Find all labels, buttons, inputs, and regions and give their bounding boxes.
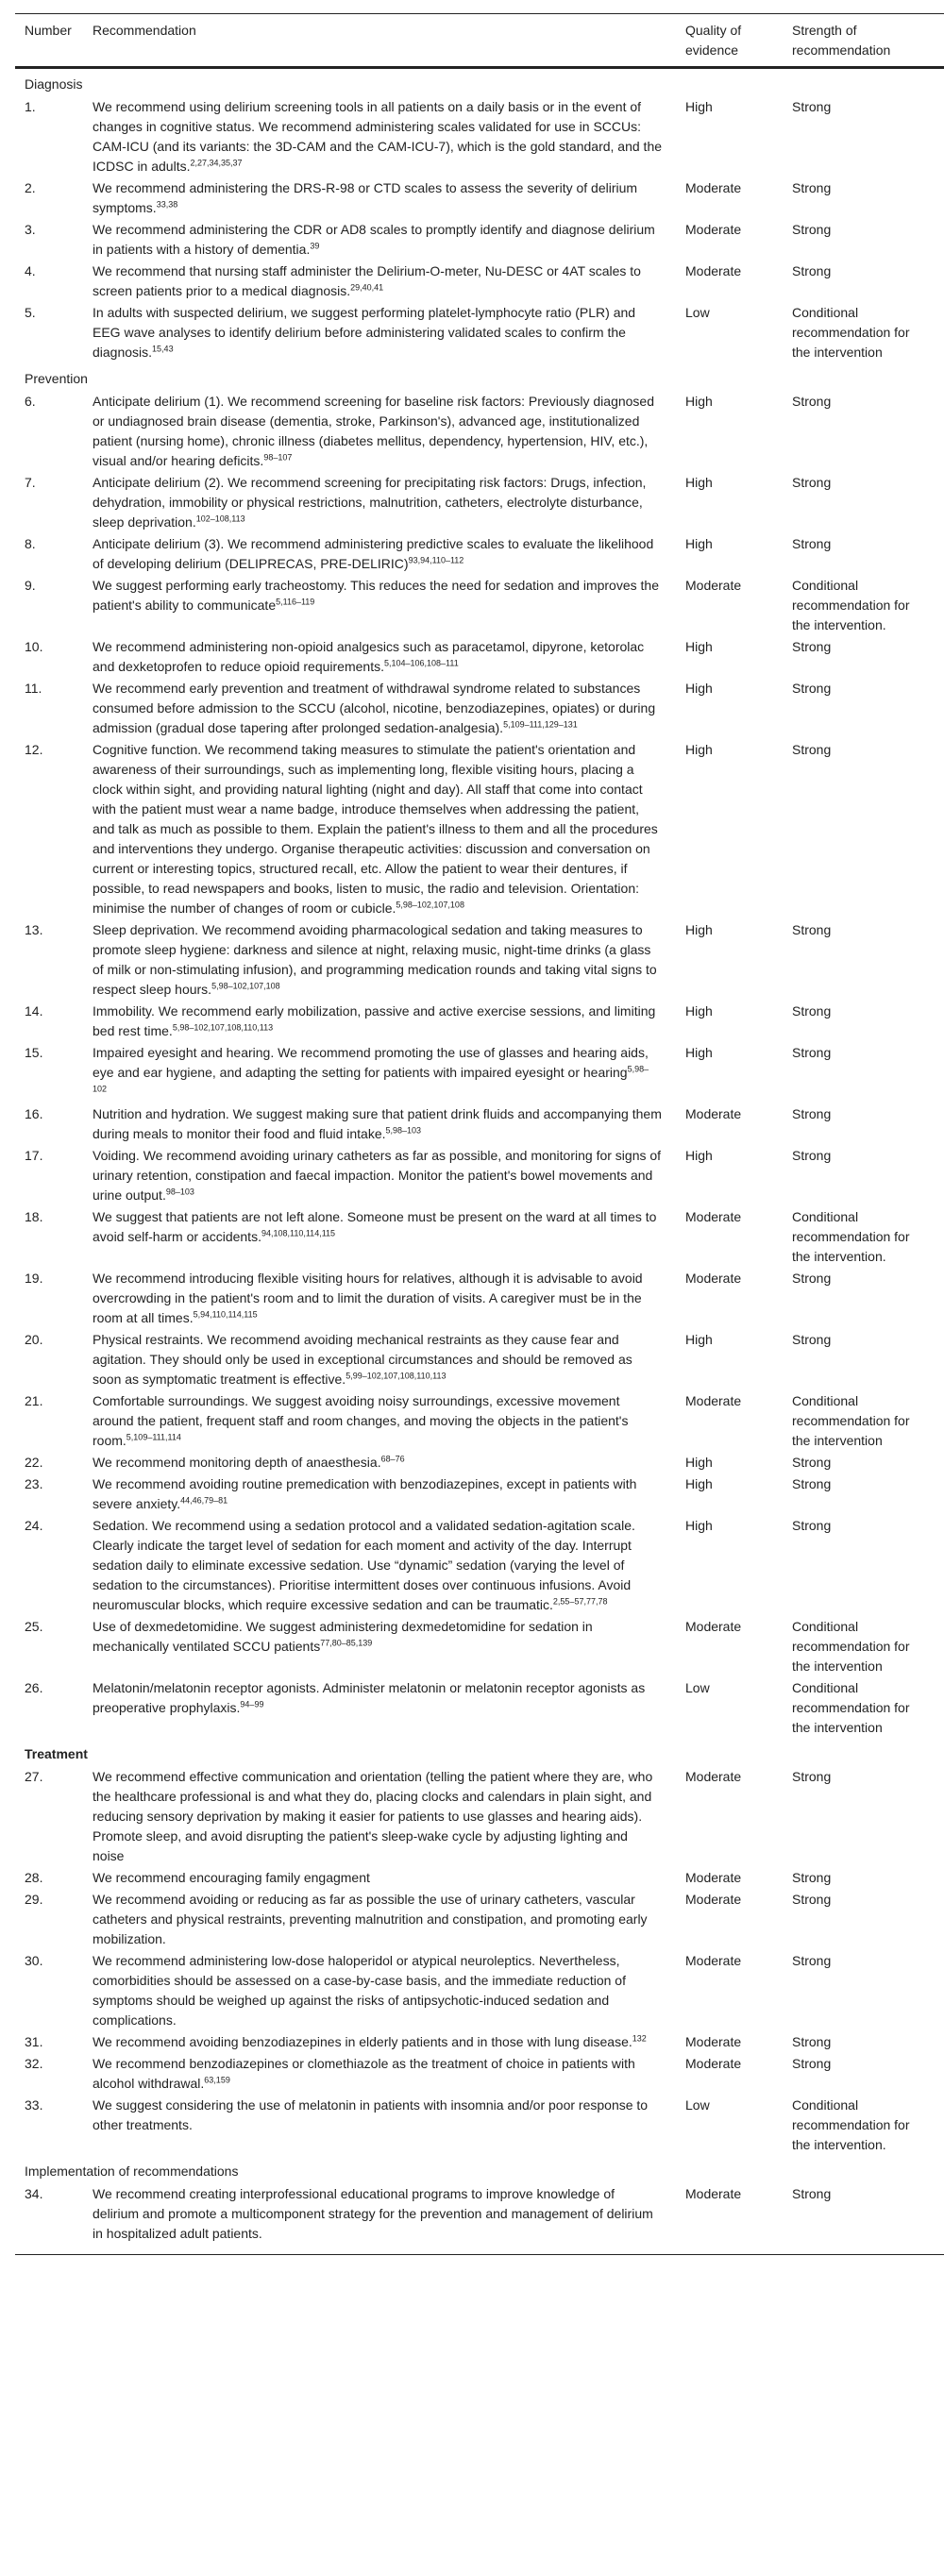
- reference-citations: 98–103: [165, 1187, 194, 1197]
- quality-of-evidence: High: [685, 394, 713, 409]
- recommendation-number: 29.: [25, 1892, 43, 1907]
- strength-of-recommendation: Strong: [792, 1476, 832, 1491]
- recommendation-text: We recommend using delirium screening tools in all patients on a daily basis or in the event of changes in cognitive status. We recommend administering scales validated for use in SCCUs: CAM-ICU (and its variants: the 3D-CAM and the CAM-ICU-7), which is the gold standard, and the ICDSC in adults.: [93, 99, 663, 174]
- header-strength: Strength of recommendation: [792, 23, 891, 58]
- recommendation-cell: [93, 1146, 685, 1205]
- strength-of-recommendation: Conditional recommendation for the intervention.: [792, 1209, 910, 1264]
- recommendation-number: 15.: [25, 1045, 43, 1060]
- recommendation-text: We recommend administering non-opioid analgesics such as paracetamol, dipyrone, ketorolac and dexketoprofen to reduce opioid requirements.: [93, 639, 645, 674]
- strength-of-recommendation: Conditional recommendation for the intervention.: [792, 2097, 910, 2152]
- recommendation-text: Comfortable surroundings. We suggest avoiding noisy surroundings, excessive movement around the patient, frequent staff and room changes, and moving the objects in the patient's room.: [93, 1393, 629, 1448]
- table-row: [15, 678, 944, 739]
- recommendation-text: We recommend avoiding benzodiazepines in elderly patients and in those with lung disease.: [93, 2034, 632, 2049]
- recommendation-cell: [93, 1951, 685, 2030]
- strength-of-recommendation: Strong: [792, 1106, 832, 1121]
- quality-of-evidence: High: [685, 475, 713, 490]
- recommendation-text: Anticipate delirium (3). We recommend administering predictive scales to evaluate the likelihood of developing delirium (DELIPRECAS, PRE-DELIRIC): [93, 536, 654, 571]
- table-header: [15, 14, 944, 69]
- recommendation-number: 26.: [25, 1680, 43, 1695]
- quality-of-evidence: High: [685, 639, 713, 654]
- table-row: [15, 533, 944, 575]
- recommendation-text: We suggest considering the use of melatonin in patients with insomnia and/or poor response to other treatments.: [93, 2097, 649, 2132]
- table-row: [15, 1206, 944, 1268]
- quality-of-evidence: Moderate: [685, 180, 742, 195]
- reference-citations: 5,109–111,114: [126, 1432, 181, 1442]
- quality-of-evidence: Moderate: [685, 1209, 742, 1224]
- recommendation-number: 1.: [25, 99, 36, 114]
- recommendation-cell: [93, 261, 685, 301]
- recommendation-number: 23.: [25, 1476, 43, 1491]
- quality-of-evidence: Moderate: [685, 1619, 742, 1634]
- recommendation-cell: [93, 1207, 685, 1247]
- section-heading: Prevention: [25, 371, 88, 386]
- reference-citations: 68–76: [380, 1454, 405, 1464]
- quality-of-evidence: Moderate: [685, 1953, 742, 1968]
- recommendation-cell: [93, 220, 685, 260]
- quality-of-evidence: High: [685, 1476, 713, 1491]
- reference-citations: 5,109–111,129–131: [503, 719, 578, 730]
- recommendation-text: We recommend administering the DRS-R-98 or CTD scales to assess the severity of delirium symptoms.: [93, 180, 638, 215]
- recommendation-cell: [93, 1104, 685, 1144]
- reference-citations: 5,98–102,107,108,110,113: [172, 1022, 274, 1033]
- reference-citations: 44,46,79–81: [180, 1495, 228, 1506]
- quality-of-evidence: High: [685, 922, 713, 937]
- recommendation-cell: [93, 2032, 685, 2052]
- recommendation-text: Voiding. We recommend avoiding urinary catheters as far as possible, and monitoring for signs of urinary retention, constipation and faecal impaction. Monitor the patient's bowel movements and urine output.: [93, 1148, 662, 1203]
- reference-citations: 132: [632, 2033, 647, 2044]
- recommendation-cell: [93, 1678, 685, 1718]
- recommendation-number: 12.: [25, 742, 43, 757]
- recommendation-cell: [93, 1767, 685, 1866]
- recommendation-cell: [93, 637, 685, 677]
- table-row: [15, 302, 944, 363]
- table-row: [15, 219, 944, 261]
- header-recommendation: Recommendation: [93, 23, 196, 38]
- strength-of-recommendation: Strong: [792, 1332, 832, 1347]
- quality-of-evidence: Moderate: [685, 1870, 742, 1885]
- reference-citations: 5,116–119: [276, 597, 315, 607]
- quality-of-evidence: High: [685, 1003, 713, 1019]
- recommendation-text: We recommend administering low-dose haloperidol or atypical neuroleptics. Nevertheless, comorbidities should be assessed on a case-by-case basis, and the immediate reduction of symptoms should be weighed up against the risks of antipsychotic-induced sedation and complications.: [93, 1953, 626, 2028]
- recommendation-cell: [93, 534, 685, 574]
- quality-of-evidence: High: [685, 681, 713, 696]
- quality-of-evidence: Moderate: [685, 2034, 742, 2049]
- reference-citations: 5,98–103: [385, 1125, 422, 1136]
- table-row: [15, 1145, 944, 1206]
- table-row: [15, 96, 944, 177]
- quality-of-evidence: High: [685, 1148, 713, 1163]
- table-body: [15, 69, 944, 2245]
- recommendation-cell: [93, 2096, 685, 2135]
- section-heading: Diagnosis: [25, 76, 83, 92]
- recommendation-number: 21.: [25, 1393, 43, 1408]
- recommendation-cell: [93, 178, 685, 218]
- strength-of-recommendation: Strong: [792, 1003, 832, 1019]
- recommendation-text: Sedation. We recommend using a sedation protocol and a validated sedation-agitation scale. Clearly indicate the target level of sedation for each moment and activity of the day. Interrupt sedation daily to eliminate excessive sedation. Use “dynamic” sedation (varying the level of sedation to the circumstances). Prioritise intermittent doses over continuous infusions. Avoid neuromuscular blocks, which require excessive sedation and can be traumatic.: [93, 1518, 635, 1612]
- quality-of-evidence: Moderate: [685, 1892, 742, 1907]
- strength-of-recommendation: Strong: [792, 1148, 832, 1163]
- table-row: [15, 1766, 944, 1867]
- recommendation-number: 34.: [25, 2186, 43, 2201]
- recommendation-cell: [93, 1269, 685, 1328]
- recommendation-text: Use of dexmedetomidine. We suggest administering dexmedetomidine for sedation in mechanically ventilated SCCU patients: [93, 1619, 593, 1654]
- recommendation-number: 31.: [25, 2034, 43, 2049]
- recommendation-number: 25.: [25, 1619, 43, 1634]
- recommendation-cell: [93, 473, 685, 532]
- recommendation-text: We recommend benzodiazepines or clomethiazole as the treatment of choice in patients with alcohol withdrawal.: [93, 2056, 635, 2091]
- recommendation-number: 28.: [25, 1870, 43, 1885]
- strength-of-recommendation: Strong: [792, 742, 832, 757]
- strength-of-recommendation: Strong: [792, 639, 832, 654]
- table-row: [15, 2183, 944, 2245]
- strength-of-recommendation: Strong: [792, 1953, 832, 1968]
- header-number: Number: [25, 23, 72, 38]
- quality-of-evidence: Moderate: [685, 2186, 742, 2201]
- recommendation-cell: [93, 1890, 685, 1949]
- recommendation-text: Anticipate delirium (1). We recommend screening for baseline risk factors: Previously diagnosed or undiagnosed brain disease (dementia, stroke, Parkinson's), advanced age, institutionalized patient (nursing home), chronic illness (diabetes mellitus, dependency, hypertension, HIV, etc.), visual and/or hearing deficits.: [93, 394, 655, 468]
- recommendation-text: Immobility. We recommend early mobilization, passive and active exercise sessions, and limiting bed rest time.: [93, 1003, 656, 1038]
- recommendation-text: Melatonin/melatonin receptor agonists. Administer melatonin or melatonin receptor agonists as preoperative prophylaxis.: [93, 1680, 646, 1715]
- header-quality: Quality of evidence: [685, 23, 742, 58]
- table-row: [15, 739, 944, 919]
- strength-of-recommendation: Strong: [792, 1892, 832, 1907]
- recommendation-number: 20.: [25, 1332, 43, 1347]
- recommendation-cell: [93, 576, 685, 615]
- strength-of-recommendation: Strong: [792, 2034, 832, 2049]
- reference-citations: 29,40,41: [350, 282, 384, 293]
- table-row: [15, 575, 944, 636]
- recommendation-cell: [93, 740, 685, 918]
- strength-of-recommendation: Conditional recommendation for the intervention: [792, 305, 910, 360]
- table-row: [15, 1473, 944, 1515]
- recommendation-text: In adults with suspected delirium, we suggest performing platelet-lymphocyte ratio (PLR) and EEG wave analyses to identify delirium before administering validated scales to confirm the diagnosis.: [93, 305, 636, 360]
- table-row: [15, 391, 944, 472]
- reference-citations: 5,98–102: [93, 1064, 649, 1094]
- strength-of-recommendation: Strong: [792, 536, 832, 551]
- strength-of-recommendation: Strong: [792, 475, 832, 490]
- recommendation-text: We recommend encouraging family engagment: [93, 1870, 370, 1885]
- recommendation-text: We recommend creating interprofessional educational programs to improve knowledge of delirium and promote a multicomponent strategy for the prevention and management of delirium in hospitalized adult patients.: [93, 2186, 653, 2241]
- strength-of-recommendation: Strong: [792, 222, 832, 237]
- table-row: [15, 919, 944, 1001]
- quality-of-evidence: Moderate: [685, 578, 742, 593]
- quality-of-evidence: Moderate: [685, 263, 742, 278]
- section-heading: Treatment: [25, 1746, 88, 1761]
- recommendation-number: 19.: [25, 1271, 43, 1286]
- reference-citations: 94,108,110,114,115: [261, 1228, 336, 1238]
- strength-of-recommendation: Strong: [792, 180, 832, 195]
- table-row: [15, 1268, 944, 1329]
- table-bottom-spacer: [15, 2245, 944, 2254]
- quality-of-evidence: High: [685, 1045, 713, 1060]
- quality-of-evidence: High: [685, 1518, 713, 1533]
- strength-of-recommendation: Strong: [792, 2056, 832, 2071]
- recommendation-cell: [93, 1002, 685, 1041]
- table-row: [15, 1042, 944, 1103]
- table-row: [15, 2031, 944, 2053]
- recommendation-number: 6.: [25, 394, 36, 409]
- recommendation-text: We recommend early prevention and treatment of withdrawal syndrome related to substances consumed before admission to the SCCU (alcohol, nicotine, benzodiazepines, opiates) or during admission (gradual dose tapering after prolonged sedation-analgesia).: [93, 681, 656, 735]
- recommendation-cell: [93, 2054, 685, 2094]
- recommendation-text: We suggest that patients are not left alone. Someone must be present on the ward at all times to avoid self-harm or accidents.: [93, 1209, 657, 1244]
- reference-citations: 102–108,113: [195, 514, 245, 524]
- table-row: [15, 1677, 944, 1739]
- recommendation-number: 11.: [25, 681, 42, 696]
- recommendation-number: 33.: [25, 2097, 43, 2113]
- recommendation-cell: [93, 920, 685, 1000]
- reference-citations: 33,38: [156, 199, 178, 210]
- strength-of-recommendation: Conditional recommendation for the intervention: [792, 1393, 910, 1448]
- recommendation-text: We recommend avoiding routine premedication with benzodiazepines, except in patients with severe anxiety.: [93, 1476, 637, 1511]
- strength-of-recommendation: Strong: [792, 394, 832, 409]
- strength-of-recommendation: Strong: [792, 1271, 832, 1286]
- reference-citations: 39: [310, 241, 320, 251]
- quality-of-evidence: Moderate: [685, 2056, 742, 2071]
- recommendations-table: [15, 13, 944, 2255]
- strength-of-recommendation: Strong: [792, 2186, 832, 2201]
- recommendation-text: Anticipate delirium (2). We recommend screening for precipitating risk factors: Drugs, infection, dehydration, immobility or physical restrictions, malnutrition, catheters, electrolyte disturbance, sleep deprivation.: [93, 475, 647, 530]
- table-row: [15, 177, 944, 219]
- table-row: [15, 1452, 944, 1473]
- table-row: [15, 1001, 944, 1042]
- recommendation-cell: [93, 97, 685, 177]
- recommendation-number: 17.: [25, 1148, 43, 1163]
- quality-of-evidence: Low: [685, 1680, 710, 1695]
- quality-of-evidence: High: [685, 742, 713, 757]
- recommendation-text: Impaired eyesight and hearing. We recommend promoting the use of glasses and hearing aids, eye and ear hygiene, and adapting the setting for patients with impaired eyesight or hearing: [93, 1045, 649, 1080]
- strength-of-recommendation: Strong: [792, 1870, 832, 1885]
- recommendation-number: 16.: [25, 1106, 43, 1121]
- reference-citations: 2,55–57,77,78: [552, 1596, 608, 1607]
- strength-of-recommendation: Strong: [792, 922, 832, 937]
- quality-of-evidence: High: [685, 99, 713, 114]
- reference-citations: 63,159: [204, 2075, 230, 2085]
- table-row: [15, 636, 944, 678]
- table-row: [15, 1889, 944, 1950]
- reference-citations: 5,104–106,108–111: [383, 658, 459, 668]
- quality-of-evidence: Moderate: [685, 1271, 742, 1286]
- recommendation-text: Cognitive function. We recommend taking measures to stimulate the patient's orientation and awareness of their surroundings, such as implementing long, flexible visiting hours, placing a clock within sight, and providing natural lighting (night and day). All staff that come into contact with the patient must wear a name badge, introduce themselves when addressing the patient, and talk as much as possible to them. Explain the patient's illness to them and all the procedures and interventions they undergo. Organise therapeutic activities: discussion and conversation on current or interesting topics, structured recall, etc. Allow the patient to wear their dentures, if possible, to read newspapers and books, listen to music, the radio and television. Orientation: minimise the number of changes of room or cubicle.: [93, 742, 658, 916]
- reference-citations: 2,27,34,35,37: [190, 158, 243, 168]
- strength-of-recommendation: Conditional recommendation for the intervention: [792, 1680, 910, 1735]
- quality-of-evidence: High: [685, 1332, 713, 1347]
- recommendation-number: 5.: [25, 305, 36, 320]
- recommendation-number: 13.: [25, 922, 43, 937]
- table-row: [15, 1329, 944, 1390]
- table-row: [15, 472, 944, 533]
- quality-of-evidence: Low: [685, 305, 710, 320]
- table-row: [15, 2053, 944, 2095]
- recommendation-number: 32.: [25, 2056, 43, 2071]
- recommendation-number: 30.: [25, 1953, 43, 1968]
- recommendation-text: We recommend effective communication and orientation (telling the patient where they are, who the healthcare professional is and what they do, placing clocks and calendars in plain sight, and reducing sensory deprivation by making it easier for patients to use glasses and hearing aids). Promote sleep, and avoid disrupting the patient's sleep-wake cycle by adjusting lighting and noise: [93, 1769, 653, 1863]
- strength-of-recommendation: Strong: [792, 1455, 832, 1470]
- strength-of-recommendation: Conditional recommendation for the intervention.: [792, 578, 910, 632]
- recommendation-text: We recommend avoiding or reducing as far as possible the use of urinary catheters, vascular catheters and physical restraints, preventing malnutrition and constipation, and promoting early mobilization.: [93, 1892, 648, 1946]
- recommendation-cell: [93, 303, 685, 362]
- recommendation-number: 8.: [25, 536, 36, 551]
- strength-of-recommendation: Strong: [792, 263, 832, 278]
- recommendation-number: 10.: [25, 639, 43, 654]
- table-row: [15, 1390, 944, 1452]
- recommendation-number: 7.: [25, 475, 36, 490]
- reference-citations: 15,43: [152, 344, 174, 354]
- reference-citations: 5,98–102,107,108: [396, 900, 464, 910]
- recommendation-cell: [93, 1868, 685, 1888]
- recommendation-cell: [93, 1617, 685, 1657]
- recommendation-number: 24.: [25, 1518, 43, 1533]
- recommendation-number: 18.: [25, 1209, 43, 1224]
- recommendation-number: 14.: [25, 1003, 43, 1019]
- recommendation-cell: [93, 1391, 685, 1451]
- recommendation-cell: [93, 1330, 685, 1389]
- table-row: [15, 261, 944, 302]
- quality-of-evidence: Moderate: [685, 222, 742, 237]
- quality-of-evidence: Moderate: [685, 1393, 742, 1408]
- quality-of-evidence: Moderate: [685, 1106, 742, 1121]
- recommendation-text: We recommend administering the CDR or AD8 scales to promptly identify and diagnose delirium in patients with a history of dementia.: [93, 222, 655, 257]
- recommendation-number: 9.: [25, 578, 36, 593]
- reference-citations: 98–107: [263, 452, 293, 463]
- recommendation-number: 3.: [25, 222, 36, 237]
- recommendation-text: Nutrition and hydration. We suggest making sure that patient drink fluids and accompanying them during meals to monitor their food and fluid intake.: [93, 1106, 662, 1141]
- recommendation-number: 2.: [25, 180, 36, 195]
- table-row: [15, 2095, 944, 2156]
- recommendation-text: Physical restraints. We recommend avoiding mechanical restraints as they cause fear and agitation. They should only be used in exceptional circumstances and should be removed as soon as symptomatic treatment is effective.: [93, 1332, 632, 1387]
- recommendation-cell: [93, 392, 685, 471]
- section-heading: Implementation of recommendations: [25, 2164, 239, 2179]
- table-row: [15, 1867, 944, 1889]
- recommendation-cell: [93, 2184, 685, 2244]
- recommendation-cell: [93, 679, 685, 738]
- table-row: [15, 1515, 944, 1616]
- recommendation-cell: [93, 1516, 685, 1615]
- table-row: [15, 1616, 944, 1677]
- strength-of-recommendation: Conditional recommendation for the intervention: [792, 1619, 910, 1674]
- reference-citations: 5,94,110,114,115: [193, 1309, 258, 1320]
- strength-of-recommendation: Strong: [792, 99, 832, 114]
- recommendation-number: 22.: [25, 1455, 43, 1470]
- quality-of-evidence: High: [685, 1455, 713, 1470]
- quality-of-evidence: High: [685, 536, 713, 551]
- recommendation-text: Sleep deprivation. We recommend avoiding pharmacological sedation and taking measures to promote sleep hygiene: darkness and silence at night, relaxing music, night-time drinks (a glass of milk or non-stimulating infusion), and programming medication rounds and taking vital signs to respect sleep hours.: [93, 922, 657, 997]
- quality-of-evidence: Low: [685, 2097, 710, 2113]
- quality-of-evidence: Moderate: [685, 1769, 742, 1784]
- reference-citations: 77,80–85,139: [320, 1638, 373, 1648]
- recommendation-cell: [93, 1043, 685, 1103]
- reference-citations: 5,98–102,107,108: [211, 981, 280, 991]
- recommendation-text: We recommend that nursing staff administer the Delirium-O-meter, Nu-DESC or 4AT scales to screen patients prior to a medical diagnosis.: [93, 263, 641, 298]
- recommendation-text: We suggest performing early tracheostomy. This reduces the need for sedation and improves the patient's ability to communicate: [93, 578, 659, 613]
- table-row: [15, 1103, 944, 1145]
- reference-citations: 5,99–102,107,108,110,113: [346, 1371, 447, 1381]
- recommendation-number: 4.: [25, 263, 36, 278]
- recommendation-number: 27.: [25, 1769, 43, 1784]
- recommendation-text: We recommend introducing flexible visiting hours for relatives, although it is advisable to avoid overcrowding in the patient's room and to limit the duration of visits. A caregiver must be in the room at all times.: [93, 1271, 643, 1325]
- reference-citations: 93,94,110–112: [408, 555, 464, 565]
- reference-citations: 94–99: [240, 1699, 264, 1709]
- recommendation-cell: [93, 1453, 685, 1473]
- recommendation-cell: [93, 1474, 685, 1514]
- strength-of-recommendation: Strong: [792, 1769, 832, 1784]
- strength-of-recommendation: Strong: [792, 1045, 832, 1060]
- table-row: [15, 1950, 944, 2031]
- strength-of-recommendation: Strong: [792, 1518, 832, 1533]
- recommendation-text: We recommend monitoring depth of anaesthesia.: [93, 1455, 381, 1470]
- strength-of-recommendation: Strong: [792, 681, 832, 696]
